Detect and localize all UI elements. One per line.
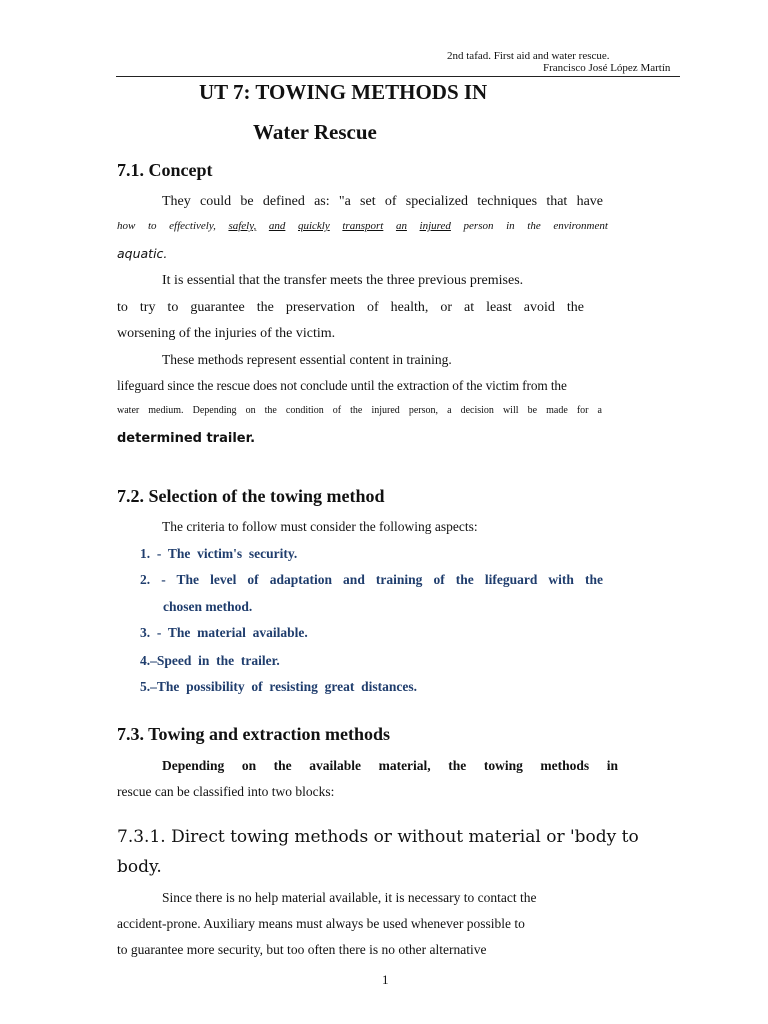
paragraph-line-bold: determined trailer. <box>117 431 256 446</box>
paragraph-line: to guarantee more security, but too often there is no other alternative <box>117 942 487 957</box>
paragraph-line-italic <box>117 220 608 232</box>
italic-word: quickly <box>297 220 330 232</box>
paragraph-line: rescue can be classified into two blocks: <box>117 784 335 799</box>
italic-word: an <box>395 220 407 232</box>
italic-word: safely, <box>228 220 257 232</box>
header-rule <box>116 76 680 77</box>
paragraph-line: to try to guarantee the preservation of health, or at least avoid the <box>117 300 584 315</box>
italic-word: and <box>268 220 286 232</box>
paragraph-line: accident-prone. Auxiliary means must always be used whenever possible to <box>117 916 525 931</box>
criteria-item: 2. - The level of adaptation and training of the lifeguard with the <box>140 572 603 587</box>
criteria-item: 1. - The victim's security. <box>140 546 298 561</box>
paragraph-line: lifeguard since the rescue does not conclude until the extraction of the victim from the <box>117 378 567 393</box>
italic-word: effectively, <box>169 220 216 232</box>
paragraph-line: The criteria to follow must consider the following aspects: <box>162 519 478 534</box>
section-heading-concept: 7.1. Concept <box>117 160 213 180</box>
paragraph-line: These methods represent essential content in training. <box>162 352 452 367</box>
subsection-heading-continued: body. <box>117 857 162 877</box>
italic-word: environment <box>553 220 608 232</box>
italic-word: in <box>506 220 515 232</box>
section-heading-selection: 7.2. Selection of the towing method <box>117 486 385 506</box>
page-title-line1: UT 7: TOWING METHODS IN <box>199 80 488 104</box>
criteria-item: 3. - The material available. <box>140 625 308 640</box>
section-heading-towing: 7.3. Towing and extraction methods <box>117 724 391 744</box>
italic-word: person <box>463 220 494 232</box>
subsection-heading: 7.3.1. Direct towing methods or without material or 'body to <box>117 827 639 847</box>
page-title-line2: Water Rescue <box>253 120 377 144</box>
paragraph-line: Since there is no help material available, it is necessary to contact the <box>162 890 537 905</box>
paragraph-line-small: water medium. Depending on the condition of the injured person, a decision will be made for a <box>117 405 602 416</box>
criteria-item: 5.–The possibility of resisting great distances. <box>140 679 418 694</box>
italic-word: how <box>117 220 136 232</box>
paragraph-line: They could be defined as: "a set of specialized techniques that have <box>162 194 603 209</box>
paragraph-line: It is essential that the transfer meets the three previous premises. <box>162 273 524 288</box>
italic-word: to <box>147 220 157 232</box>
criteria-item: 4.–Speed in the trailer. <box>140 653 280 668</box>
italic-word: transport <box>342 220 384 232</box>
header-course: 2nd tafad. First aid and water rescue. <box>447 50 610 62</box>
paragraph-line: worsening of the injuries of the victim. <box>117 326 336 341</box>
paragraph-line: aquatic. <box>117 246 168 261</box>
italic-word: the <box>527 220 541 232</box>
criteria-item-continued: chosen method. <box>163 599 253 614</box>
italic-word: injured <box>419 220 451 232</box>
page-number: 1 <box>382 972 389 987</box>
paragraph-line-bold: Depending on the available material, the towing methods in <box>162 758 618 773</box>
header-author: Francisco José López Martín <box>543 62 671 74</box>
